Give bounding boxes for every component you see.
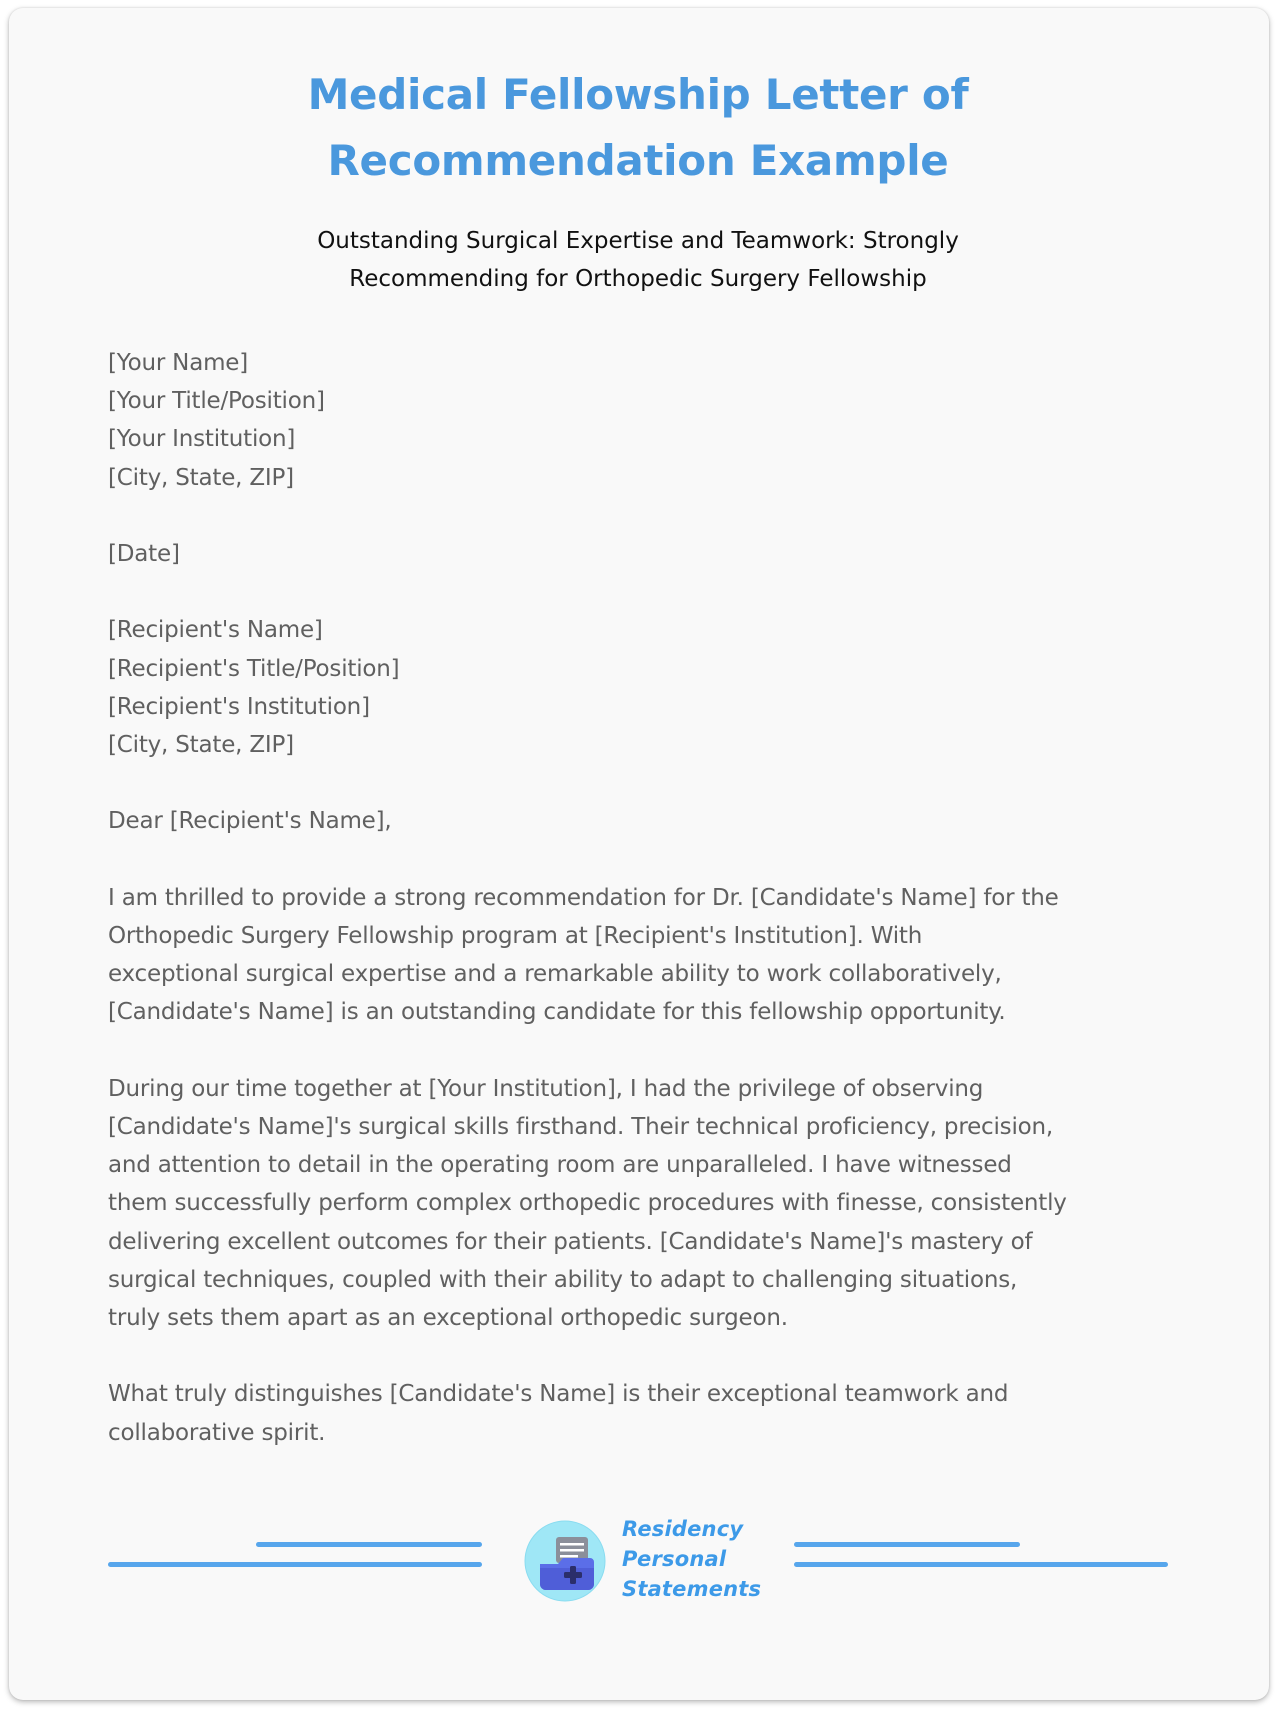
recipient-address-block	[108, 611, 1188, 764]
paragraph-line: What truly distinguishes [Candidate's Name] is their exceptional teamwork and	[108, 1381, 1009, 1408]
recipient-city: [City, State, ZIP]	[108, 732, 294, 758]
recipient-title: [Recipient's Title/Position]	[108, 655, 400, 682]
page-title-line-1: Medical Fellowship Letter of	[307, 70, 969, 119]
sender-name: [Your Name]	[108, 350, 249, 376]
brand-logo-text	[622, 1514, 761, 1604]
recipient-institution: [Recipient's Institution]	[108, 693, 370, 720]
paragraph-line: collaborative spirit.	[108, 1419, 326, 1446]
brand-logo-line-2: Personal	[622, 1547, 727, 1571]
body-paragraph-1	[108, 879, 1188, 1032]
paragraph-line: Orthopedic Surgery Fellowship program at [Recipient's Institution]. With	[108, 922, 923, 949]
sender-address-block	[108, 344, 1188, 497]
body-paragraph-3	[108, 1375, 1188, 1451]
footer	[0, 1500, 1276, 1610]
brand-logo-line-1: Residency	[622, 1517, 744, 1541]
page-title-line-2: Recommendation Example	[327, 136, 949, 185]
brand-logo-line-3: Statements	[622, 1577, 762, 1601]
page-subtitle-line-2: Recommending for Orthopedic Surgery Fellowship	[349, 266, 927, 292]
paragraph-line: surgical techniques, coupled with their ability to adapt to challenging situations,	[108, 1266, 1018, 1293]
paragraph-line: [Candidate's Name] is an outstanding candidate for this fellowship opportunity.	[108, 999, 1006, 1026]
sender-title: [Your Title/Position]	[108, 388, 325, 415]
body-paragraph-2	[108, 1070, 1188, 1337]
paragraph-line: and attention to detail in the operating room are unparalleled. I have witnessed	[108, 1152, 1012, 1179]
sender-city: [City, State, ZIP]	[108, 464, 294, 491]
paragraph-line: them successfully perform complex orthopedic procedures with finesse, consistently	[108, 1190, 1067, 1217]
footer-rule-right-bottom	[794, 1562, 1168, 1567]
page-subtitle-line-1: Outstanding Surgical Expertise and Teamwork: Strongly	[317, 228, 959, 254]
footer-rule-right-top	[794, 1542, 1020, 1547]
sender-institution: [Your Institution]	[108, 426, 296, 453]
medical-folder-icon	[524, 1520, 606, 1606]
paragraph-line: truly sets them apart as an exceptional orthopedic surgeon.	[108, 1305, 788, 1331]
salutation: Dear [Recipient's Name],	[108, 808, 392, 835]
paragraph-line: [Candidate's Name]'s surgical skills firsthand. Their technical proficiency, precision,	[108, 1113, 1053, 1140]
paragraph-line: During our time together at [Your Institution], I had the privilege of observing	[108, 1075, 984, 1102]
salutation-block	[108, 802, 1188, 840]
recipient-name: [Recipient's Name]	[108, 617, 323, 644]
footer-rule-left-bottom	[108, 1562, 482, 1567]
date-block	[108, 535, 1188, 573]
letter-date: [Date]	[108, 541, 180, 567]
paragraph-line: delivering excellent outcomes for their patients. [Candidate's Name]'s mastery of	[108, 1228, 1033, 1255]
letter-body	[108, 344, 1188, 1490]
page-title	[0, 62, 1276, 194]
paragraph-line: exceptional surgical expertise and a remarkable ability to work collaboratively,	[108, 961, 1002, 988]
footer-rule-left-top	[256, 1542, 482, 1547]
page-subtitle	[258, 222, 1018, 298]
paragraph-line: I am thrilled to provide a strong recommendation for Dr. [Candidate's Name] for the	[108, 884, 1059, 911]
